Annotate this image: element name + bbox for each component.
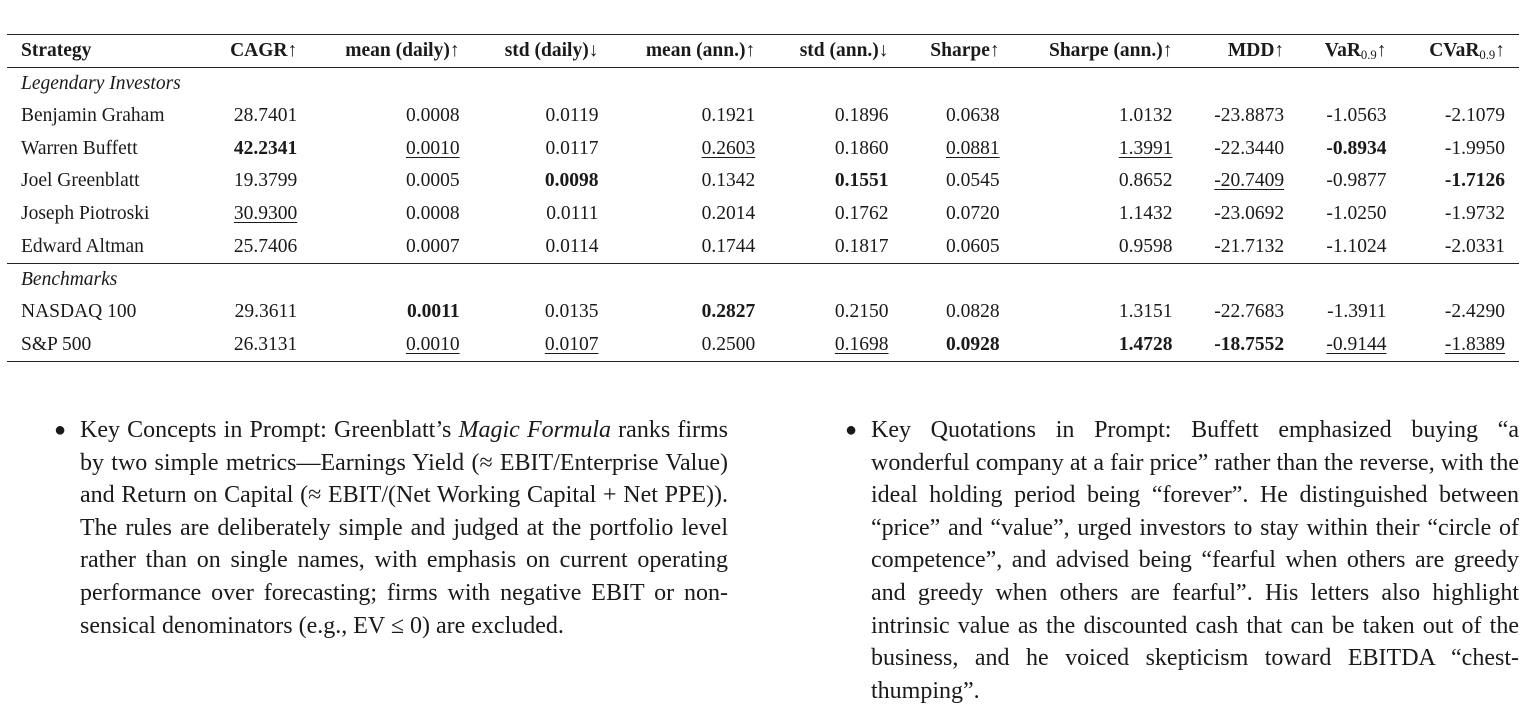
cell-value: 0.9598 xyxy=(1118,235,1173,257)
cell-mean-ann xyxy=(612,133,769,166)
note-left-prefix: Key Concepts in Prompt: Greenblatt’s xyxy=(80,417,459,443)
strategy-name-cell: Edward Altman xyxy=(21,235,144,257)
cell-cagr xyxy=(203,100,312,133)
cell-value: 19.3799 xyxy=(233,170,298,192)
strategy-name-cell: Joseph Piotroski xyxy=(21,203,150,225)
cell-value: 1.4728 xyxy=(1118,333,1173,355)
cell-sharpe xyxy=(903,230,1014,263)
cell-value: 0.0008 xyxy=(405,105,460,127)
cell-mean-daily xyxy=(311,100,473,133)
bullet-icon: ● xyxy=(54,419,67,441)
cell-value: 0.1744 xyxy=(701,235,756,257)
cell-mdd xyxy=(1187,198,1299,231)
cell-std-ann xyxy=(769,329,902,362)
header-cagr: CAGR↑ xyxy=(230,40,298,61)
cell-sharpe-ann xyxy=(1014,296,1187,329)
cell-value: 0.1860 xyxy=(834,137,889,159)
cell-value: 0.0881 xyxy=(946,137,1000,159)
cell-value: 0.1896 xyxy=(834,105,889,127)
note-left-rest: ranks firms by two simple metrics—Earnings Yield (≈ EBIT/Enterprise Value) and Return on Capital (≈ EBIT/(Net Working Capital + Net PPE)). The rules are deliberately simple and judged at the portfolio level rather than on single names, with emphasis on current operating performance over forecasting; firms with negative EBIT or non-sensical denominators (e.g., EV ≤ 0) are excluded. xyxy=(80,417,728,639)
cell-value: 0.0117 xyxy=(545,137,599,159)
cell-cvar xyxy=(1401,329,1520,362)
cell-value: -22.7683 xyxy=(1214,301,1285,323)
note-key-concepts xyxy=(54,414,728,642)
cell-sharpe xyxy=(903,296,1014,329)
cell-value: 0.2150 xyxy=(834,301,889,323)
cell-value: 0.0010 xyxy=(405,333,460,355)
cell-value: 0.1342 xyxy=(701,170,756,192)
strategy-name-cell: Benjamin Graham xyxy=(21,105,165,127)
cell-mdd xyxy=(1187,296,1299,329)
cell-value: 30.9300 xyxy=(233,203,298,225)
cell-value: 0.0011 xyxy=(407,301,460,323)
cell-value: -1.1024 xyxy=(1326,235,1387,257)
cell-value: 42.2341 xyxy=(233,137,298,159)
cell-value: -20.7409 xyxy=(1214,170,1285,192)
cell-value: -23.0692 xyxy=(1214,203,1285,225)
group-benchmarks xyxy=(7,263,1519,361)
cell-value: 0.0010 xyxy=(405,137,460,159)
cell-value: 0.1551 xyxy=(834,170,889,192)
cell-value: 25.7406 xyxy=(233,235,298,257)
cell-mean-ann xyxy=(612,230,769,263)
strategy-name-cell: S&P 500 xyxy=(21,333,92,355)
header-sharpe-ann: Sharpe (ann.)↑ xyxy=(1048,40,1173,61)
cell-value: -18.7552 xyxy=(1214,333,1285,355)
header-std-ann: std (ann.)↓ xyxy=(799,40,889,61)
cell-value: 0.0135 xyxy=(544,301,599,323)
cell-value: 0.1921 xyxy=(701,105,756,127)
cell-std-daily xyxy=(474,230,613,263)
group-legendary-investors xyxy=(7,68,1519,264)
cell-value: 0.1698 xyxy=(834,333,889,355)
cell-value: 0.8652 xyxy=(1118,170,1173,192)
cell-mdd xyxy=(1187,100,1299,133)
cell-mean-ann xyxy=(612,198,769,231)
cell-mean-ann xyxy=(612,329,769,362)
cell-mean-daily xyxy=(311,165,473,198)
group-title: Legendary Investors xyxy=(21,73,181,94)
cell-cagr xyxy=(203,165,312,198)
cell-value: 0.0107 xyxy=(544,333,599,355)
group-header-row xyxy=(7,68,1519,101)
cell-value: -1.3911 xyxy=(1327,301,1387,323)
cell-std-ann xyxy=(769,296,902,329)
cell-value: -22.3440 xyxy=(1214,137,1285,159)
table-row xyxy=(7,329,1519,362)
cell-mdd xyxy=(1187,133,1299,166)
cell-value: -1.0563 xyxy=(1326,105,1387,127)
cell-value: 28.7401 xyxy=(233,105,298,127)
cell-cvar xyxy=(1401,198,1520,231)
cell-value: 0.2603 xyxy=(701,137,756,159)
cell-mean-daily xyxy=(311,296,473,329)
cell-std-daily xyxy=(474,100,613,133)
cell-value: 0.0111 xyxy=(546,203,599,225)
cell-sharpe-ann xyxy=(1014,230,1187,263)
cell-value: -1.8389 xyxy=(1444,333,1505,355)
cell-var xyxy=(1298,100,1400,133)
cell-var xyxy=(1298,230,1400,263)
cell-std-daily xyxy=(474,165,613,198)
cell-value: 26.3131 xyxy=(233,333,298,355)
cell-value: 0.0828 xyxy=(946,301,1000,323)
cell-mean-daily xyxy=(311,329,473,362)
group-title: Benchmarks xyxy=(21,268,118,290)
bullet-icon: ● xyxy=(845,419,858,441)
cell-cvar xyxy=(1401,296,1520,329)
cell-std-ann xyxy=(769,230,902,263)
header-var: VaR$_{0.9}$↑ xyxy=(1324,40,1387,62)
cell-value: 0.0545 xyxy=(946,170,1000,192)
strategy-name-cell: NASDAQ 100 xyxy=(21,301,137,323)
cell-sharpe xyxy=(903,133,1014,166)
header-mdd: MDD↑ xyxy=(1227,40,1285,61)
cell-value: -0.9877 xyxy=(1326,170,1387,192)
cell-value: -2.4290 xyxy=(1444,301,1505,323)
cell-sharpe-ann xyxy=(1014,165,1187,198)
cell-value: -1.9732 xyxy=(1444,203,1505,225)
cell-value: 0.0007 xyxy=(405,235,460,257)
table-row xyxy=(7,165,1519,198)
cell-std-ann xyxy=(769,165,902,198)
cell-cagr xyxy=(203,329,312,362)
cell-sharpe-ann xyxy=(1014,100,1187,133)
cell-mean-ann xyxy=(612,165,769,198)
cell-cagr xyxy=(203,198,312,231)
header-std-daily: std (daily)↓ xyxy=(504,40,599,61)
table-header-row xyxy=(7,35,1519,68)
cell-mdd xyxy=(1187,165,1299,198)
note-right-text: Key Quotations in Prompt: Buffett emphasized buying “a wonderful company at a fair price” rather than the reverse, with the ideal holding period being “forever”. He distinguished between “price” and “value”, urged investors to stay within their “circle of competence”, and advised being “fearful when others are greedy and greedy when others are fearful”. His letters also highlight intrinsic value as the discounted cash that can be taken out of the business, and he voiced skepticism toward EBITDA “chest-thumping”. xyxy=(871,417,1519,704)
cell-sharpe-ann xyxy=(1014,329,1187,362)
cell-cvar xyxy=(1401,230,1520,263)
table-row xyxy=(7,100,1519,133)
cell-value: 0.1762 xyxy=(834,203,889,225)
cell-sharpe xyxy=(903,100,1014,133)
cell-sharpe-ann xyxy=(1014,198,1187,231)
cell-value: 1.3991 xyxy=(1118,137,1173,159)
strategy-name-cell: Warren Buffett xyxy=(21,137,138,159)
cell-std-daily xyxy=(474,329,613,362)
cell-value: -2.1079 xyxy=(1444,105,1505,127)
group-header-row xyxy=(7,263,1519,296)
cell-value: -0.9144 xyxy=(1326,333,1387,355)
cell-cagr xyxy=(203,133,312,166)
cell-mean-ann xyxy=(612,100,769,133)
cell-var xyxy=(1298,133,1400,166)
cell-value: 0.0098 xyxy=(544,170,599,192)
cell-cagr xyxy=(203,296,312,329)
cell-mean-ann xyxy=(612,296,769,329)
cell-std-daily xyxy=(474,296,613,329)
table-row xyxy=(7,296,1519,329)
cell-cvar xyxy=(1401,133,1520,166)
cell-value: 0.0005 xyxy=(405,170,460,192)
cell-value: 0.2827 xyxy=(701,301,756,323)
cell-value: -1.7126 xyxy=(1444,170,1505,192)
cell-cvar xyxy=(1401,165,1520,198)
table-row xyxy=(7,133,1519,166)
cell-std-ann xyxy=(769,198,902,231)
cell-sharpe-ann xyxy=(1014,133,1187,166)
cell-value: -23.8873 xyxy=(1214,105,1285,127)
cell-value: 1.3151 xyxy=(1118,301,1173,323)
header-sharpe: Sharpe↑ xyxy=(930,40,1000,61)
cell-var xyxy=(1298,296,1400,329)
cell-value: 0.0638 xyxy=(946,105,1000,127)
cell-value: -1.0250 xyxy=(1326,203,1387,225)
strategy-name-cell: Joel Greenblatt xyxy=(21,170,140,192)
cell-mean-daily xyxy=(311,198,473,231)
cell-var xyxy=(1298,198,1400,231)
cell-std-daily xyxy=(474,133,613,166)
cell-std-daily xyxy=(474,198,613,231)
cell-cagr xyxy=(203,230,312,263)
table-row xyxy=(7,230,1519,263)
cell-value: -2.0331 xyxy=(1444,235,1505,257)
cell-value: 1.0132 xyxy=(1118,105,1173,127)
cell-sharpe xyxy=(903,198,1014,231)
header-cvar: CVaR$_{0.9}$↑ xyxy=(1429,40,1505,62)
results-table xyxy=(7,34,1519,362)
cell-cvar xyxy=(1401,100,1520,133)
cell-mean-daily xyxy=(311,133,473,166)
cell-value: 0.0119 xyxy=(545,105,599,127)
cell-value: 0.0720 xyxy=(946,203,1000,225)
cell-value: 0.0008 xyxy=(405,203,460,225)
header-strategy: Strategy xyxy=(21,40,92,61)
cell-value: 0.1817 xyxy=(834,235,889,257)
cell-mean-daily xyxy=(311,230,473,263)
header-mean-ann: mean (ann.)↑ xyxy=(645,40,756,61)
cell-value: 0.0928 xyxy=(946,333,1000,355)
cell-var xyxy=(1298,165,1400,198)
cell-sharpe xyxy=(903,165,1014,198)
table-row xyxy=(7,198,1519,231)
cell-mdd xyxy=(1187,230,1299,263)
cell-value: 29.3611 xyxy=(234,301,298,323)
cell-value: 0.0605 xyxy=(946,235,1000,257)
cell-sharpe xyxy=(903,329,1014,362)
cell-value: -21.7132 xyxy=(1214,235,1285,257)
cell-std-ann xyxy=(769,133,902,166)
cell-value: 0.2500 xyxy=(701,333,756,355)
header-mean-daily: mean (daily)↑ xyxy=(345,40,460,61)
cell-value: 0.2014 xyxy=(701,203,756,225)
note-left-emphasis: Magic Formula xyxy=(458,417,611,443)
cell-mdd xyxy=(1187,329,1299,362)
cell-value: 1.1432 xyxy=(1118,203,1173,225)
cell-value: 0.0114 xyxy=(545,235,599,257)
cell-std-ann xyxy=(769,100,902,133)
cell-var xyxy=(1298,329,1400,362)
note-key-quotations xyxy=(845,414,1519,707)
cell-value: -1.9950 xyxy=(1444,137,1505,159)
cell-value: -0.8934 xyxy=(1326,137,1387,159)
